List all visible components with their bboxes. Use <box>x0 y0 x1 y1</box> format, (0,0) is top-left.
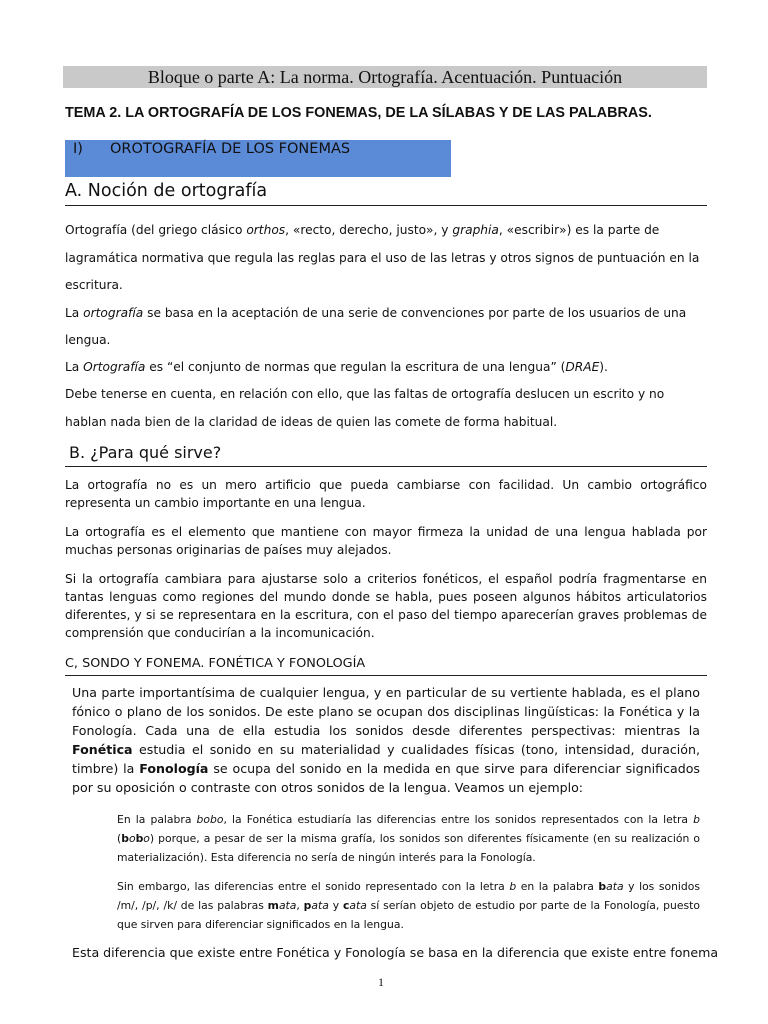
paragraph-a2-line2: lengua. <box>65 333 111 347</box>
section-i-number: I) <box>73 141 83 157</box>
example-bata: Sin embargo, las diferencias entre el sonido representado con la letra b en la palabra bata y los sonidos /m/, /p/, /k/ de las palabras mata, pata y cata sí serían objeto de estudio por parte de la Fonología, puesto que sirven para diferenciar significados en la lengua. <box>117 880 700 931</box>
paragraph-a1-line3: escritura. <box>65 278 123 292</box>
heading-c-rule <box>65 675 707 676</box>
paragraph-c2: Esta diferencia que existe entre Fonética y Fonología se basa en la diferencia que existe entre fonema <box>72 945 719 960</box>
paragraph-a1-line2: lagramática normativa que regula las reglas para el uso de las letras y otros signos de puntuación en la <box>65 251 700 265</box>
section-i-title: OROTOGRAFÍA DE LOS FONEMAS <box>110 141 351 157</box>
paragraph-c1: Una parte importantísima de cualquier lengua, y en particular de su vertiente hablada, es el plano fónico o plano de los sonidos. De este plano se ocupan dos disciplinas lingüísticas: la Fonética y la Fonología. Cada una de ella estudia los sonidos desde diferentes perspectivas: mientras la Fonética estudia el sonido en su materialidad y cualidades físicas (tono, intensidad, duración, timbre) la Fonología se ocupa del sonido en la medida en que sirve para diferenciar significados por su oposición o contraste con otros sonidos de la lengua. Veamos un ejemplo: <box>72 685 700 795</box>
page-number: 1 <box>378 975 384 989</box>
section-i-header <box>65 140 451 177</box>
heading-a-rule <box>65 205 707 206</box>
heading-c: C, SONDO Y FONEMA. FONÉTICA Y FONOLOGÍA <box>65 656 366 671</box>
paragraph-a2-line1: La ortografía se basa en la aceptación de una serie de convenciones por parte de los usuarios de una <box>65 306 687 320</box>
paragraph-a3: La Ortografía es “el conjunto de normas que regulan la escritura de una lengua” (DRAE). <box>65 360 608 374</box>
paragraph-a4-line1: Debe tenerse en cuenta, en relación con ello, que las faltas de ortografía deslucen un escrito y no <box>65 387 665 401</box>
example-bobo: En la palabra bobo, la Fonética estudiaría las diferencias entre los sonidos representados con la letra b (bobo) porque, a pesar de ser la misma grafía, los sonidos son diferentes físicamente (en su realización o materialización). Esta diferencia no sería de ningún interés para la Fonología. <box>117 813 700 864</box>
paragraph-a4-line2: hablan nada bien de la claridad de ideas de quien las comete de forma habitual. <box>65 415 558 429</box>
heading-a: A. Noción de ortografía <box>65 181 268 201</box>
heading-b: B. ¿Para qué sirve? <box>69 443 222 462</box>
paragraph-b1: La ortografía no es un mero artificio que pueda cambiarse con facilidad. Un cambio ortográfico representa un cambio importante en una lengua. <box>65 478 707 510</box>
topic-title: TEMA 2. LA ORTOGRAFÍA DE LOS FONEMAS, DE LA SÍLABAS Y DE LAS PALABRAS. <box>65 105 652 121</box>
paragraph-b2: La ortografía es el elemento que mantiene con mayor firmeza la unidad de una lengua hablada por muchas personas originarias de países muy alejados. <box>65 525 707 557</box>
paragraph-b3: Si la ortografía cambiara para ajustarse solo a criterios fonéticos, el español podría fragmentarse en tantas lenguas como regiones del mundo donde se habla, pues poseen algunos hábitos articulatorios diferentes, y si se representara en la escritura, con el paso del tiempo aparecerían graves problemas de comprensión que conducirían a la incomunicación. <box>65 572 707 640</box>
paragraph-a1-line1: Ortografía (del griego clásico orthos, «recto, derecho, justo», y graphia, «escribir») es la parte de <box>65 223 660 237</box>
block-banner: Bloque o parte A: La norma. Ortografía. Acentuación. Puntuación <box>63 66 707 88</box>
heading-b-rule <box>65 466 707 467</box>
